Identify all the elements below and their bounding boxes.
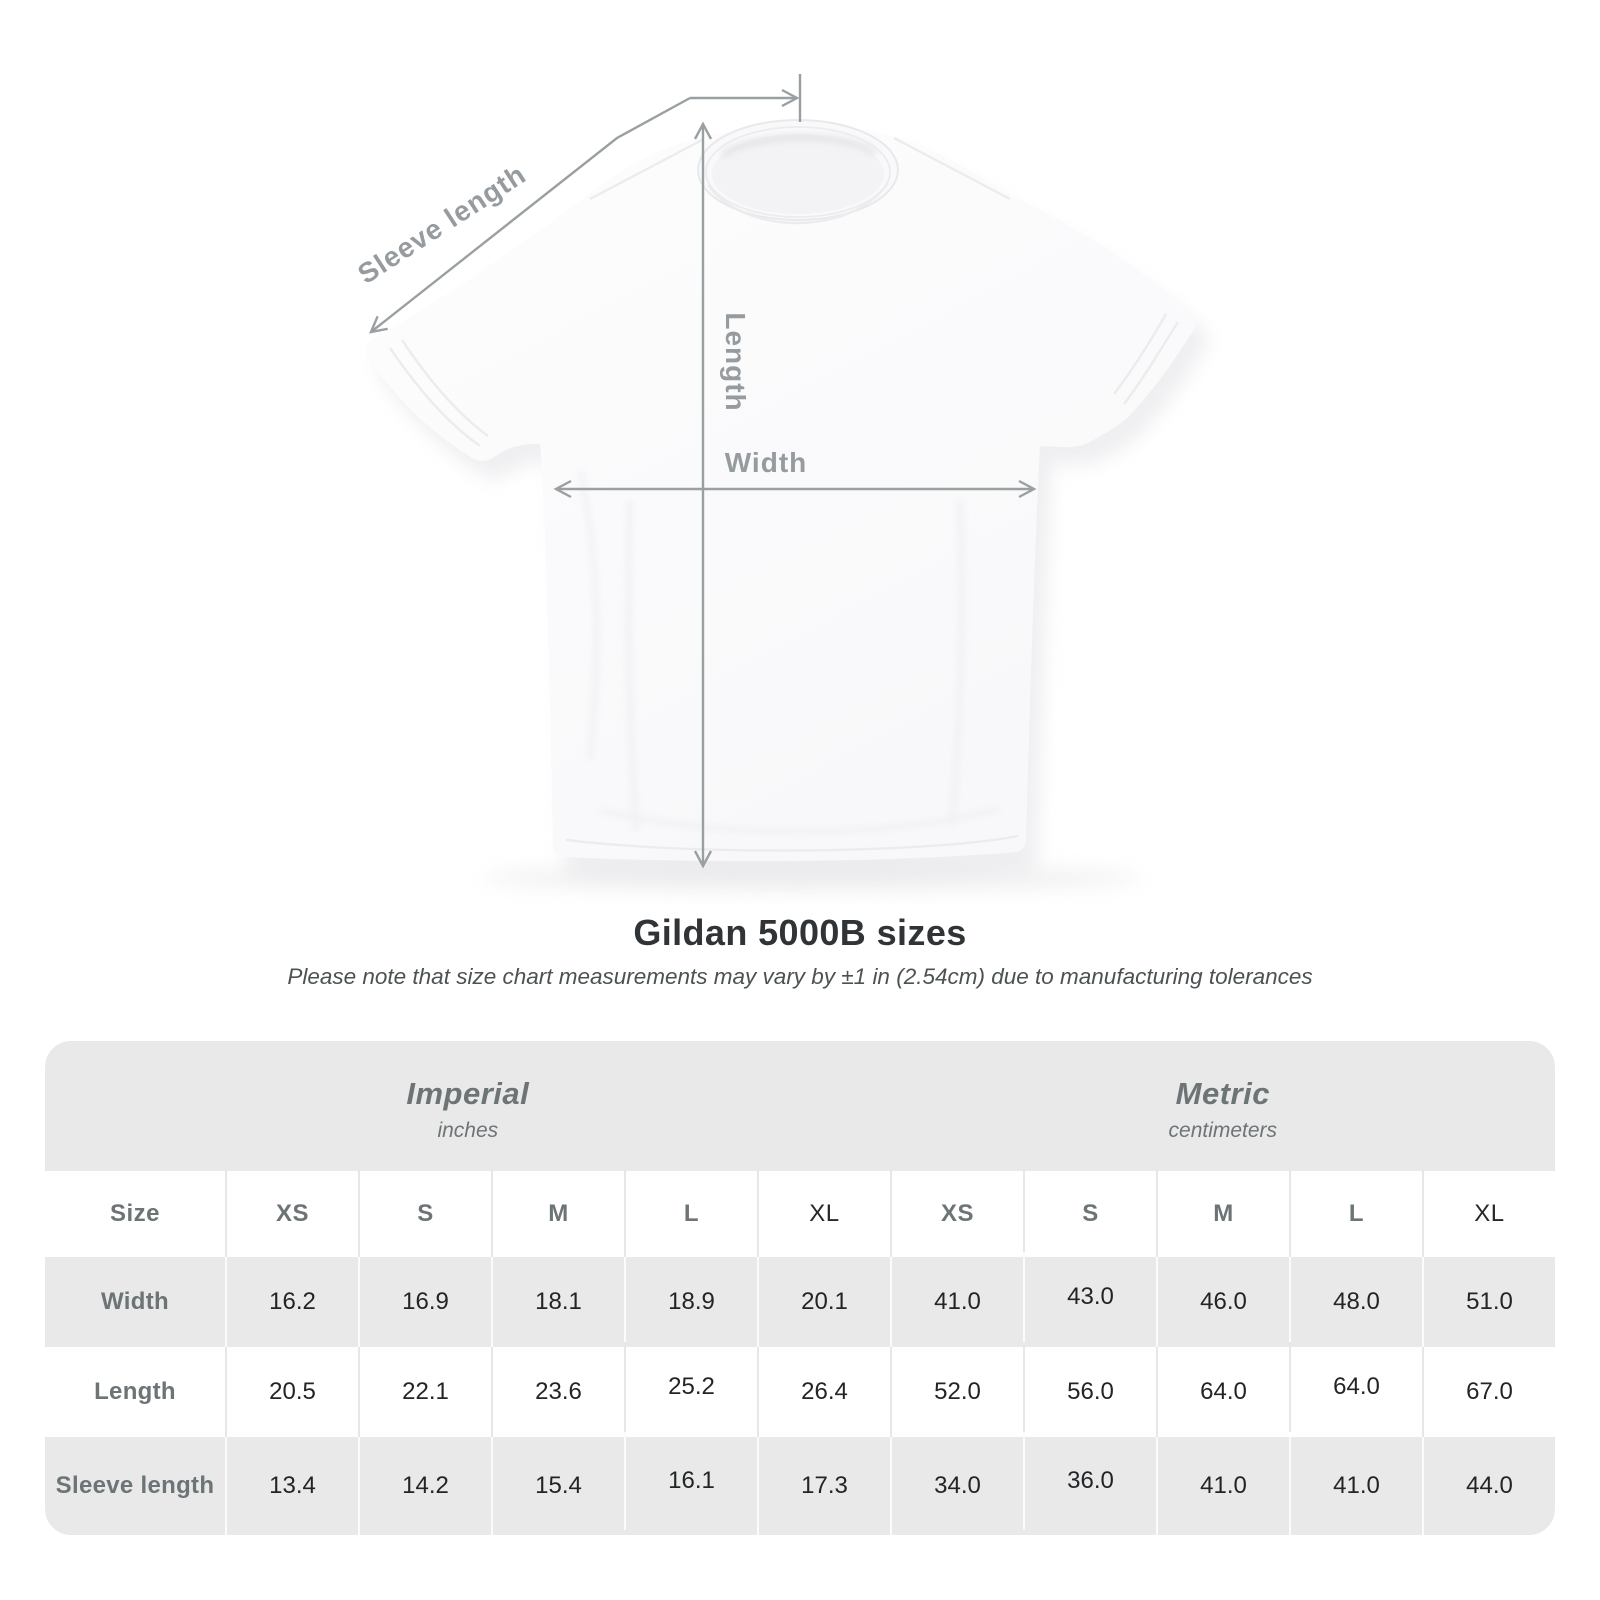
width-imperial-xl: 20.1 xyxy=(757,1257,890,1347)
table-row-length xyxy=(45,1347,1555,1437)
row-label: Length xyxy=(94,1378,176,1405)
size-column-header: Size xyxy=(109,1200,160,1227)
header-metric-l: L xyxy=(1289,1171,1422,1257)
table-row-width xyxy=(45,1257,1555,1347)
header-imperial-xs: XS xyxy=(225,1171,358,1257)
width-label: Width xyxy=(724,447,808,478)
sleeve-length-label: Sleeve length xyxy=(352,158,532,290)
width-metric-xs: 41.0 xyxy=(890,1257,1023,1347)
tolerance-note: Please note that size chart measurements may vary by ±1 in (2.54cm) due to manufacturing tolerances xyxy=(287,964,1313,989)
row-label: Sleeve length xyxy=(55,1472,215,1499)
length-imperial-xl: 26.4 xyxy=(757,1347,890,1437)
length-label: Length xyxy=(720,312,751,412)
header-metric-m: M xyxy=(1156,1171,1289,1257)
sleeve-imperial-s: 14.2 xyxy=(358,1437,491,1535)
ground-shadow xyxy=(482,863,1142,893)
sleeve-metric-m: 41.0 xyxy=(1156,1437,1289,1535)
header-metric-xl: XL xyxy=(1422,1171,1555,1257)
width-metric-m: 46.0 xyxy=(1156,1257,1289,1347)
metric-unit: centimeters xyxy=(1168,1118,1278,1142)
size-table xyxy=(45,1041,1555,1535)
imperial-label: Imperial xyxy=(406,1075,530,1111)
length-metric-l: 64.0 xyxy=(1289,1342,1422,1432)
unit-header-row xyxy=(45,1041,1555,1171)
width-imperial-xs: 16.2 xyxy=(225,1257,358,1347)
sleeve-imperial-m: 15.4 xyxy=(491,1437,624,1535)
header-imperial-m: M xyxy=(491,1171,624,1257)
width-metric-s: 43.0 xyxy=(1023,1252,1156,1342)
header-metric-xs: XS xyxy=(890,1171,1023,1257)
imperial-unit-header xyxy=(45,1070,891,1143)
metric-label: Metric xyxy=(1175,1075,1270,1111)
length-metric-xs: 52.0 xyxy=(890,1347,1023,1437)
length-metric-xl: 67.0 xyxy=(1422,1347,1555,1437)
sleeve-imperial-xs: 13.4 xyxy=(225,1437,358,1535)
header-imperial-xl: XL xyxy=(757,1171,890,1257)
width-imperial-s: 16.9 xyxy=(358,1257,491,1347)
length-imperial-xs: 20.5 xyxy=(225,1347,358,1437)
length-imperial-m: 23.6 xyxy=(491,1347,624,1437)
sleeve-imperial-l: 16.1 xyxy=(624,1432,757,1530)
header-imperial-l: L xyxy=(624,1171,757,1257)
length-imperial-s: 22.1 xyxy=(358,1347,491,1437)
header-imperial-s: S xyxy=(358,1171,491,1257)
length-metric-s: 56.0 xyxy=(1023,1347,1156,1437)
page-title: Gildan 5000B sizes xyxy=(633,912,967,953)
imperial-unit: inches xyxy=(437,1118,499,1142)
width-imperial-l: 18.9 xyxy=(624,1257,757,1347)
length-imperial-l: 25.2 xyxy=(624,1342,757,1432)
sleeve-imperial-xl: 17.3 xyxy=(757,1437,890,1535)
table-row-sleeve-length xyxy=(45,1437,1555,1535)
width-imperial-m: 18.1 xyxy=(491,1257,624,1347)
row-label: Width xyxy=(101,1288,169,1315)
length-metric-m: 64.0 xyxy=(1156,1347,1289,1437)
width-metric-xl: 51.0 xyxy=(1422,1257,1555,1347)
tshirt-shape xyxy=(366,124,1197,861)
sleeve-metric-xl: 44.0 xyxy=(1422,1437,1555,1535)
sleeve-metric-xs: 34.0 xyxy=(890,1437,1023,1535)
sleeve-metric-l: 41.0 xyxy=(1289,1437,1422,1535)
sleeve-metric-s: 36.0 xyxy=(1023,1432,1156,1530)
table-header-row xyxy=(45,1171,1555,1257)
metric-unit-header xyxy=(891,1070,1555,1143)
width-metric-l: 48.0 xyxy=(1289,1257,1422,1347)
header-metric-s: S xyxy=(1023,1171,1156,1257)
